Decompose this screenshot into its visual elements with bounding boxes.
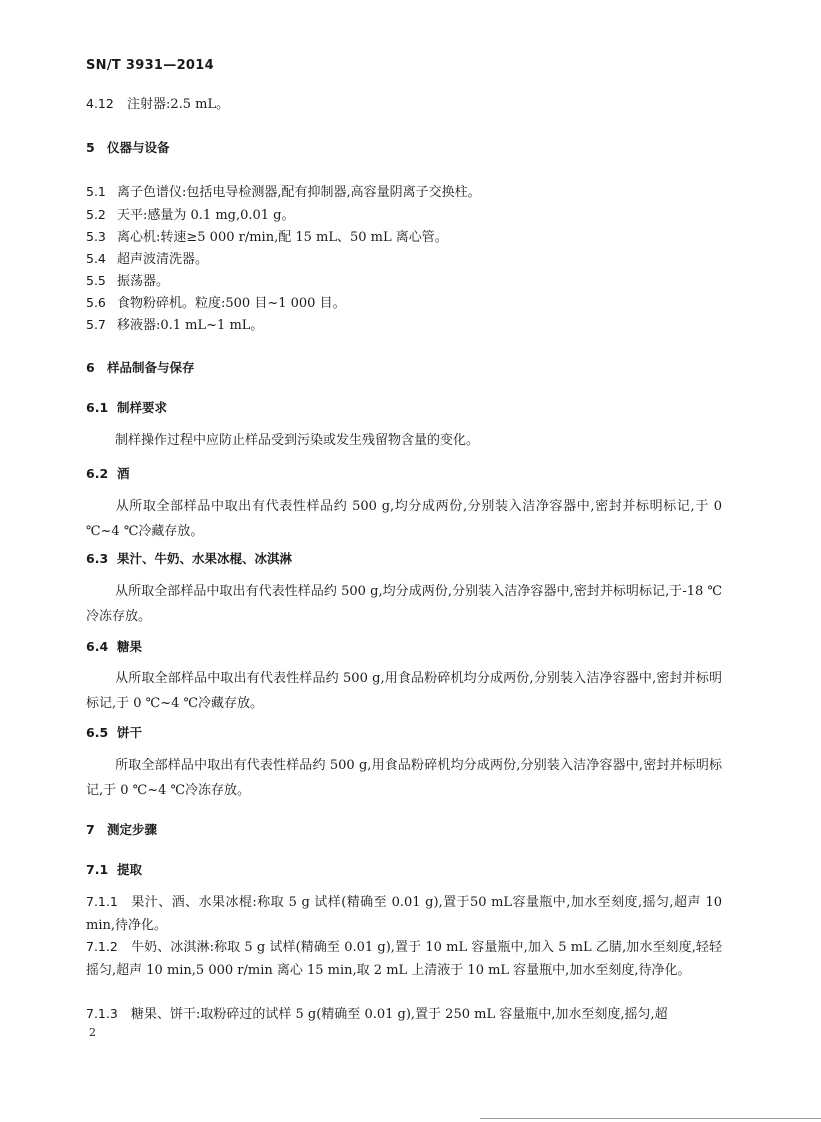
list-item [86,272,169,291]
item-number: 5.1 [86,184,106,199]
scan-edge-rule [480,1118,821,1119]
section-title: 仪器与设备 [107,140,170,155]
item-number: 7.1.2 [86,939,118,954]
list-item [86,228,448,247]
section-number: 6 [86,360,95,375]
item-number: 5.3 [86,229,106,244]
item-number: 5.6 [86,295,106,310]
paragraph-text: 制样操作过程中应防止样品受到污染或发生残留物含量的变化。 [115,433,480,448]
item-number: 5.4 [86,251,106,266]
subsection-number: 6.2 [86,466,109,481]
item-text: 超声波清洗器。 [117,252,209,267]
subsection-heading-6-2 [86,465,130,484]
paragraph-text: 糖果、饼干:取粉碎过的试样 5 g(精确至 0.01 g),置于 250 mL 容量瓶中,加水至刻度,摇匀,超 [131,1007,668,1022]
paragraph-6-3 [86,579,722,629]
subsection-heading-6-5 [86,724,142,743]
list-item [86,183,481,202]
section-heading-7 [86,821,157,840]
section-number: 5 [86,140,95,155]
paragraph-text: 从所取全部样品中取出有代表性样品约 500 g,均分成两份,分别装入洁净容器中,密封并标明标记,于-18 ℃冷冻存放。 [86,584,722,624]
paragraph-text: 从所取全部样品中取出有代表性样品约 500 g,均分成两份,分别装入洁净容器中,密封并标明标记,于 0 ℃~4 ℃冷藏存放。 [86,499,722,539]
item-text: 天平:感量为 0.1 mg,0.01 g。 [117,208,295,223]
paragraph-7-1-3 [86,1002,722,1026]
subsection-heading-7-1 [86,861,142,880]
item-text: 食物粉碎机。粒度:500 目~1 000 目。 [117,296,346,311]
subsection-title: 酒 [117,466,130,481]
paragraph-text: 所取全部样品中取出有代表性样品约 500 g,用食品粉碎机均分成两份,分别装入洁净容器中,密封并标明标记,于 0 ℃~4 ℃冷冻存放。 [86,758,722,798]
subsection-heading-6-3 [86,550,292,569]
section-title: 测定步骤 [107,822,158,837]
subsection-heading-6-4 [86,638,142,657]
paragraph-text: 牛奶、冰淇淋:称取 5 g 试样(精确至 0.01 g),置于 10 mL 容量瓶中,加入 5 mL 乙腈,加水至刻度,轻轻摇匀,超声 10 min,5 000 r/min 离心 15 min,取 2 mL 上清液于 10 mL 容量瓶中,加水至刻度,待净化。 [86,940,722,978]
item-number: 5.7 [86,317,106,332]
item-number: 5.2 [86,207,106,222]
item-text: 振荡器。 [117,274,170,289]
section-title: 样品制备与保存 [107,360,195,375]
standard-code-header: SN/T 3931—2014 [86,58,214,73]
paragraph-7-1-2 [86,935,722,982]
list-item [86,294,346,313]
item-4-12 [86,95,229,114]
item-number: 7.1.3 [86,1006,118,1021]
subsection-number: 6.4 [86,639,109,654]
section-number: 7 [86,822,95,837]
paragraph-text: 果汁、酒、水果冰棍:称取 5 g 试样(精确至 0.01 g),置于50 mL容量瓶中,加水至刻度,摇匀,超声 10 min,待净化。 [86,895,722,933]
page-number: 2 [89,1026,96,1039]
subsection-title: 糖果 [117,639,143,654]
paragraph-text: 从所取全部样品中取出有代表性样品约 500 g,用食品粉碎机均分成两份,分别装入洁净容器中,密封并标明标记,于 0 ℃~4 ℃冷藏存放。 [86,671,722,711]
paragraph-7-1-1 [86,890,722,937]
subsection-title: 制样要求 [117,400,168,415]
item-number: 4.12 [86,96,114,111]
paragraph-6-4 [86,666,722,716]
section-heading-6 [86,359,195,378]
paragraph-6-1 [86,428,722,453]
paragraph-6-5 [86,753,722,803]
item-text: 移液器:0.1 mL~1 mL。 [117,318,264,333]
list-item [86,250,208,269]
subsection-number: 6.3 [86,551,109,566]
subsection-title: 饼干 [117,725,143,740]
list-item [86,316,263,335]
list-item [86,206,295,225]
section-heading-5 [86,139,170,158]
paragraph-6-2 [86,494,722,544]
item-text: 离子色谱仪:包括电导检测器,配有抑制器,高容量阴离子交换柱。 [117,185,481,200]
subsection-number: 7.1 [86,862,109,877]
subsection-number: 6.5 [86,725,109,740]
item-number: 7.1.1 [86,894,118,909]
subsection-number: 6.1 [86,400,109,415]
subsection-title: 果汁、牛奶、水果冰棍、冰淇淋 [117,551,293,566]
subsection-title: 提取 [117,862,143,877]
item-text: 离心机:转速≥5 000 r/min,配 15 mL、50 mL 离心管。 [117,230,448,245]
item-number: 5.5 [86,273,106,288]
item-text: 注射器:2.5 mL。 [127,97,230,112]
subsection-heading-6-1 [86,399,167,418]
